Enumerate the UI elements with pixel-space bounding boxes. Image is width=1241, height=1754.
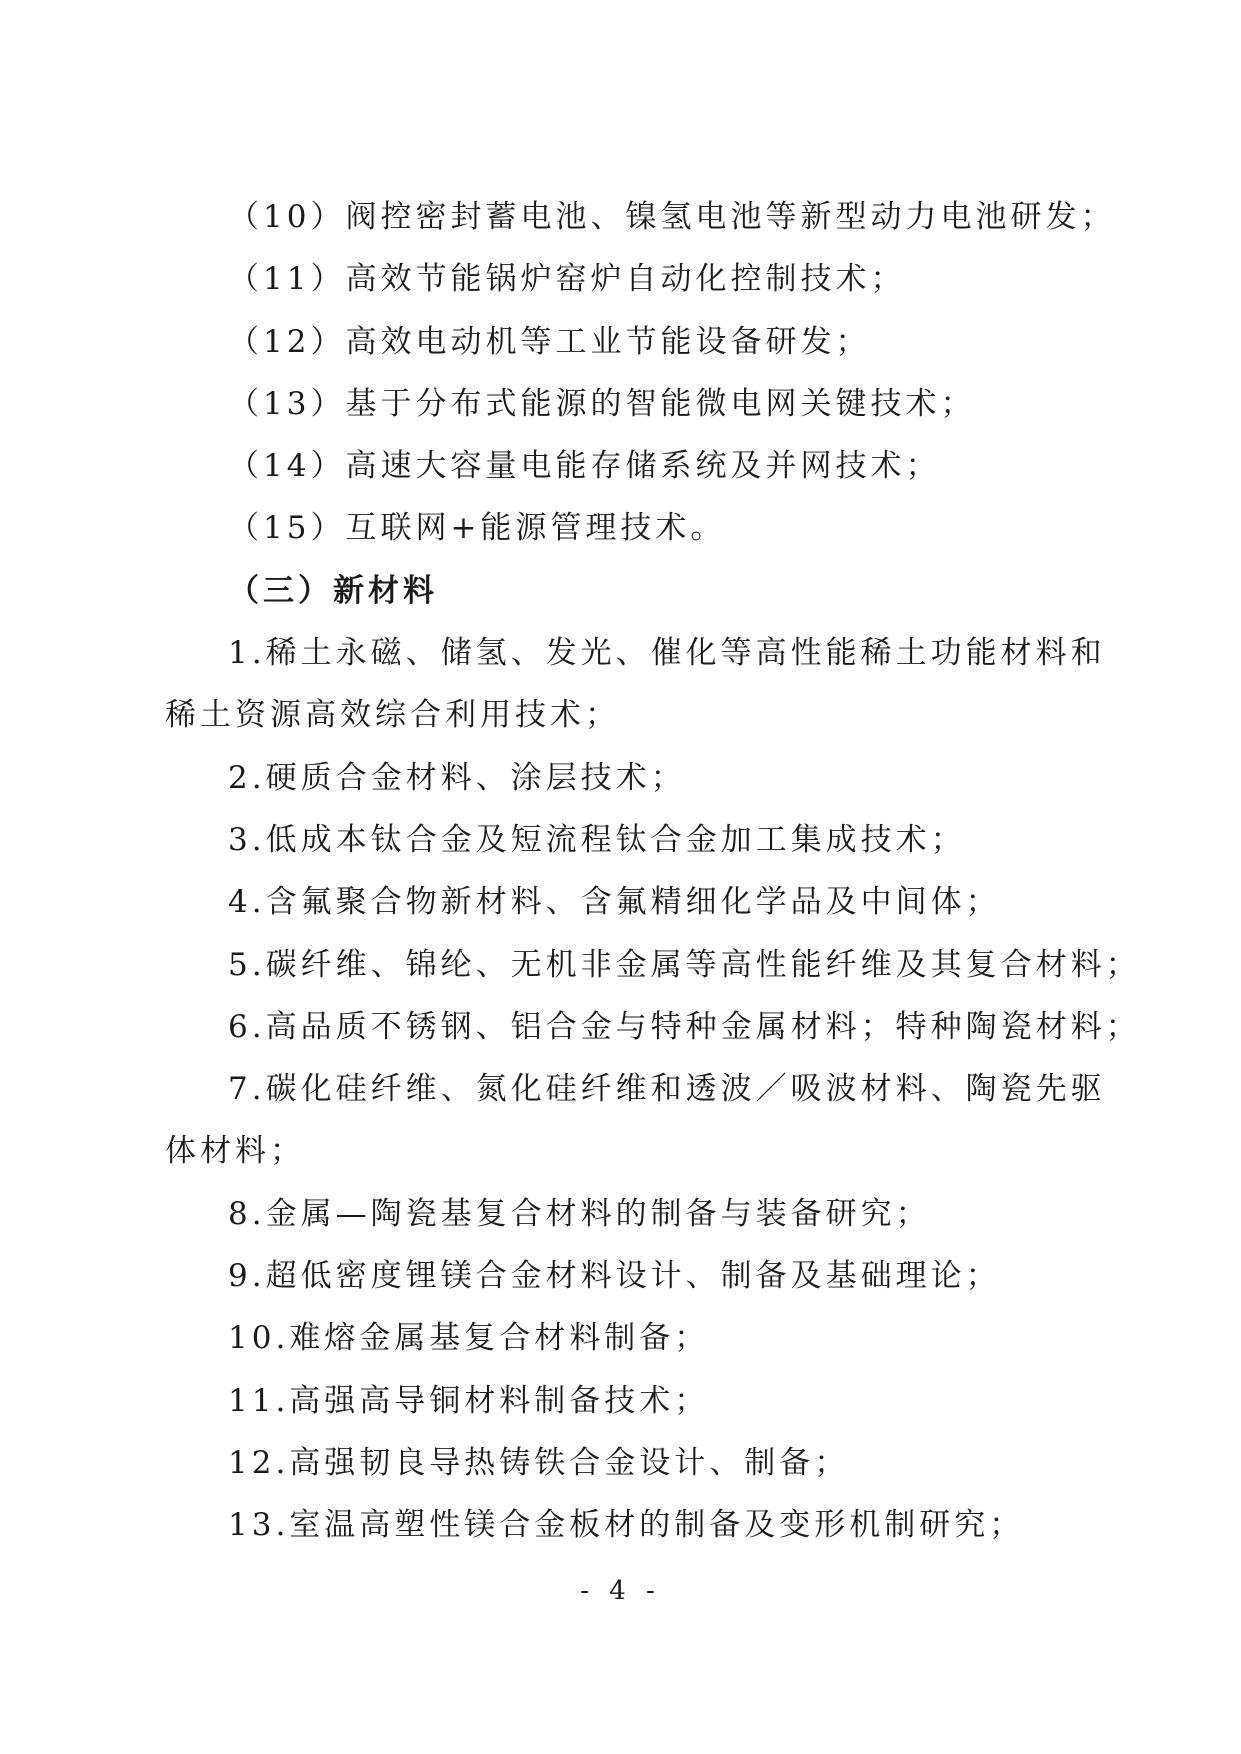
material-item-10: 10.难熔金属基复合材料制备； (228, 1320, 710, 1357)
section-heading-new-materials: （三）新材料 (228, 572, 438, 609)
material-item-3: 3.低成本钛合金及短流程钛合金加工集成技术； (228, 821, 966, 858)
material-item-1: 1.稀土永磁、储氢、发光、催化等高性能稀土功能材料和 (228, 635, 1106, 672)
material-item-5: 5.碳纤维、锦纶、无机非金属等高性能纤维及其复合材料； (228, 946, 1141, 983)
material-item-12: 12.高强韧良导热铸铁合金设计、制备； (228, 1444, 850, 1481)
material-item-9: 9.超低密度锂镁合金材料设计、制备及基础理论； (228, 1258, 1001, 1295)
list-item-15: （15）互联网+能源管理技术。 (228, 510, 726, 547)
material-item-11: 11.高强高导铜材料制备技术； (228, 1382, 710, 1419)
list-item-11: （11）高效节能锅炉窑炉自动化控制技术； (228, 261, 906, 298)
material-item-13: 13.室温高塑性镁合金板材的制备及变形机制研究； (228, 1507, 1025, 1544)
material-item-1-continued: 稀土资源高效综合利用技术； (165, 697, 620, 734)
material-item-8: 8.金属—陶瓷基复合材料的制备与装备研究； (228, 1195, 931, 1232)
material-item-2: 2.硬质合金材料、涂层技术； (228, 759, 686, 796)
material-item-7-continued: 体材料； (165, 1133, 305, 1170)
page-number: - 4 - (580, 1576, 661, 1606)
material-item-7: 7.碳化硅纤维、氮化硅纤维和透波／吸波材料、陶瓷先驱 (228, 1071, 1106, 1108)
list-item-10: （10）阀控密封蓄电池、镍氢电池等新型动力电池研发； (228, 199, 1116, 235)
list-item-14: （14）高速大容量电能存储系统及并网技术； (228, 448, 941, 485)
list-item-12: （12）高效电动机等工业节能设备研发； (228, 323, 871, 360)
list-item-13: （13）基于分布式能源的智能微电网关键技术； (228, 385, 976, 422)
material-item-6: 6.高品质不锈钢、铝合金与特种金属材料；特种陶瓷材料； (228, 1008, 1141, 1045)
material-item-4: 4.含氟聚合物新材料、含氟精细化学品及中间体； (228, 884, 1001, 921)
body-text (165, 186, 1141, 1557)
